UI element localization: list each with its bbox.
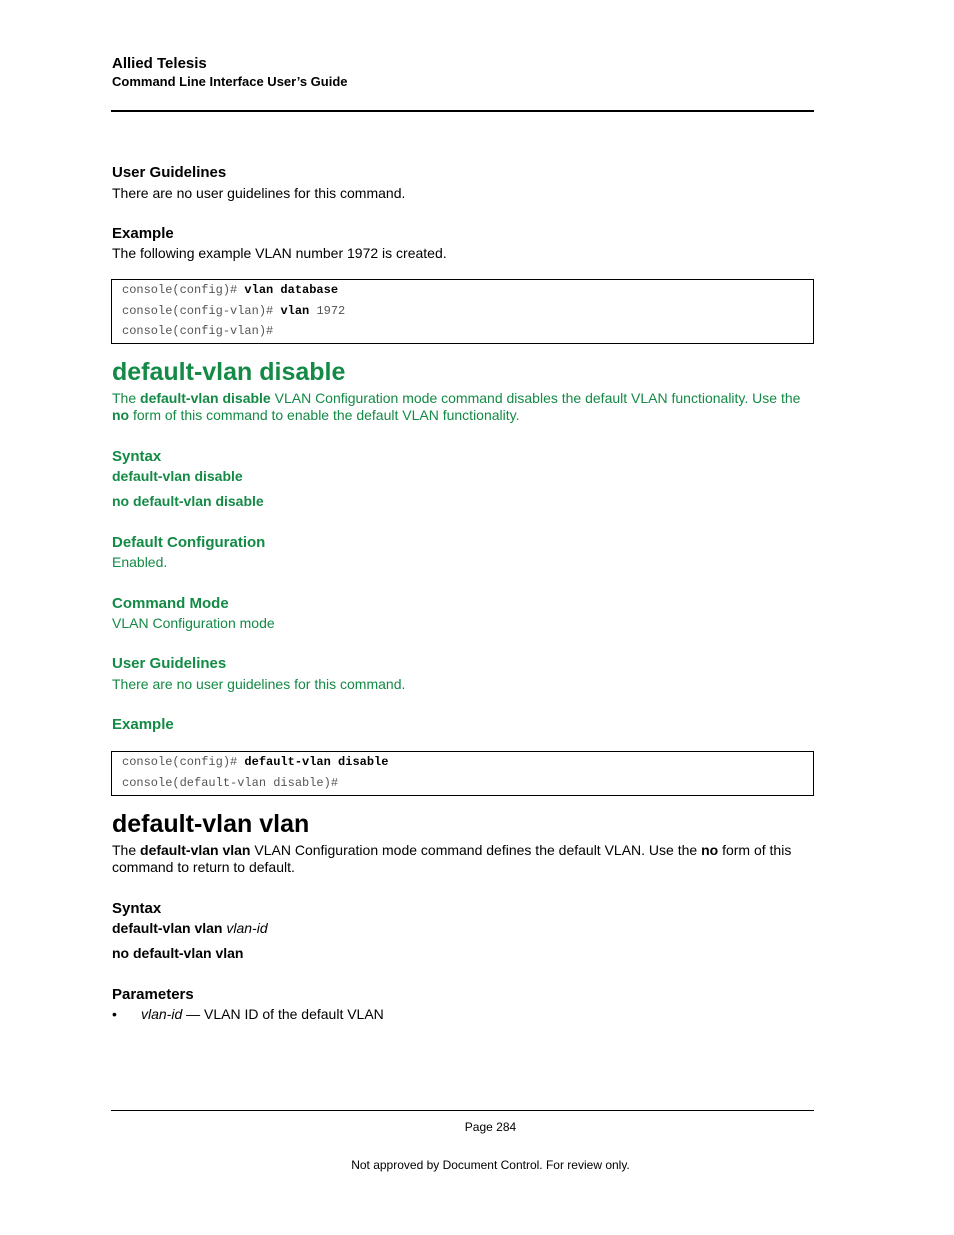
- example-heading: Example: [112, 716, 174, 733]
- section-description: The default-vlan vlan VLAN Configuration mode command defines the default VLAN. Use the no form of this command to return to default.: [112, 842, 792, 875]
- user-guidelines-heading: User Guidelines: [112, 655, 227, 672]
- section-title-default-vlan-vlan: default-vlan vlan: [112, 810, 310, 838]
- code-block-default-vlan-disable: [111, 751, 814, 796]
- footer-divider: [111, 1110, 814, 1111]
- command-mode-text: VLAN Configuration mode: [112, 615, 275, 631]
- code-line: console(config)# default-vlan disable: [122, 755, 389, 769]
- bullet-icon: •: [112, 1006, 117, 1022]
- syntax-line-no: no default-vlan vlan: [112, 945, 244, 961]
- user-guidelines-text: There are no user guidelines for this command.: [112, 676, 406, 692]
- code-line: console(config)# vlan database: [122, 283, 339, 297]
- parameters-heading: Parameters: [112, 986, 194, 1003]
- page-number: Page 284: [464, 1120, 517, 1134]
- code-line: console(default-vlan disable)#: [122, 775, 339, 790]
- command-mode-heading: Command Mode: [112, 595, 229, 612]
- user-guidelines-heading: User Guidelines: [112, 164, 227, 181]
- default-configuration-text: Enabled.: [112, 554, 168, 570]
- guide-title: Command Line Interface User’s Guide: [112, 74, 348, 89]
- syntax-line-no: no default-vlan disable: [112, 493, 264, 509]
- default-configuration-heading: Default Configuration: [112, 534, 266, 551]
- section-description: The default-vlan disable VLAN Configuration mode command disables the default VLAN functionality. Use the no form of this command to enable the default VLAN functionality.: [112, 390, 801, 423]
- code-line: console(config-vlan)#: [122, 324, 274, 338]
- review-note: Not approved by Document Control. For review only.: [351, 1158, 630, 1172]
- user-guidelines-text: There are no user guidelines for this command.: [112, 185, 406, 201]
- example-heading: Example: [112, 225, 174, 242]
- section-title-default-vlan-disable: default-vlan disable: [112, 358, 346, 386]
- code-line: console(config-vlan)# vlan 1972: [122, 303, 346, 318]
- syntax-line: default-vlan vlan vlan-id: [112, 920, 268, 936]
- syntax-heading: Syntax: [112, 900, 162, 917]
- header-divider: [111, 110, 814, 112]
- parameter-item: vlan-id — VLAN ID of the default VLAN: [141, 1006, 384, 1022]
- example-text: The following example VLAN number 1972 is created.: [112, 245, 447, 261]
- code-block-vlan-database: [111, 279, 814, 344]
- syntax-line: default-vlan disable: [112, 468, 243, 484]
- company-name: Allied Telesis: [112, 55, 207, 72]
- syntax-heading: Syntax: [112, 448, 162, 465]
